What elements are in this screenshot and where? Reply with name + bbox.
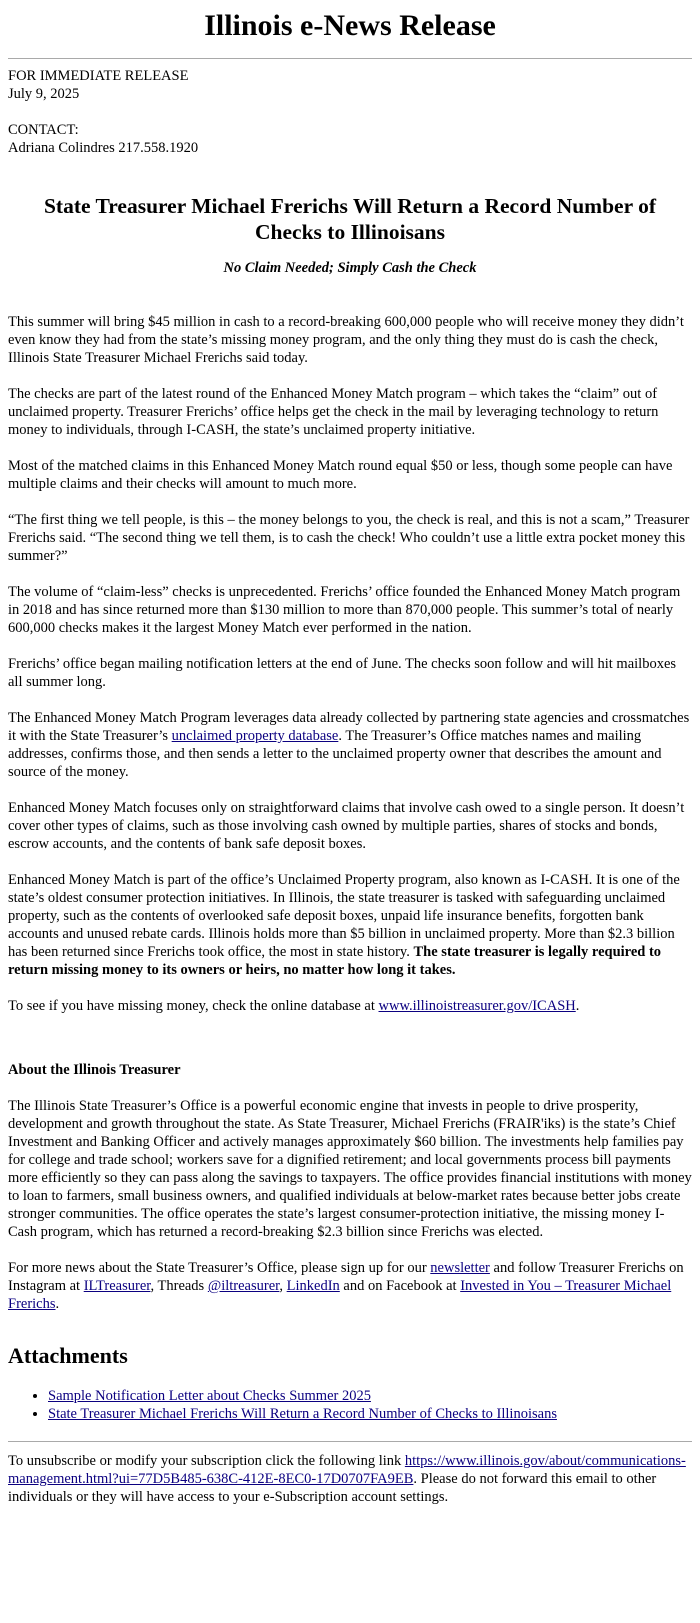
unsubscribe-text-2: . Please do not forward this email to other individuals or they will have access to your e-Subscription account settings. <box>8 1471 657 1505</box>
release-label: FOR IMMEDIATE RELEASE <box>8 68 189 84</box>
paragraph-1: This summer will bring $45 million in cash to a record-breaking 600,000 people who will receive money they didn’t even know they had from the state’s missing money program, and the only thing they must do is cash the check, Illinois State Treasurer Michael Frerichs said today. <box>8 314 684 366</box>
instagram-link[interactable]: ILTreasurer <box>83 1278 151 1294</box>
paragraph-10-text-b: . <box>575 998 580 1014</box>
subhead: No Claim Needed; Simply Cash the Check <box>223 260 477 276</box>
paragraph-6: Frerichs’ office began mailing notification letters at the end of June. The checks soon follow and will hit mailboxes all summer long. <box>8 656 677 690</box>
paragraph-7-text-b: . The Treasurer’s Office matches names and mailing addresses, confirms those, and then sends a letter to the unclaimed property owner that describes the amount and source of the money. <box>8 728 662 780</box>
about-more-news <box>8 1259 692 1313</box>
paragraph-2: The checks are part of the latest round of the Enhanced Money Match program – which takes the “claim” out of unclaimed property. Treasurer Frerichs’ office helps get the check in the mail by leveraging technology to return money to individuals, through I-CASH, the state’s unclaimed property initiative. <box>8 386 659 438</box>
facebook-link[interactable]: Invested in You – Treasurer Michael Frerichs <box>8 1278 672 1312</box>
bottom-divider <box>8 1441 692 1442</box>
about-more-text-5: and on Facebook at <box>339 1278 461 1294</box>
paragraph-4-quote: “The first thing we tell people, is this – the money belongs to you, the check is real, and this is not a scam,” Treasurer Frerichs said. “The second thing we tell them, is to cash the check! Who couldn’t use a little extra pocket money this summer?” <box>8 512 690 564</box>
list-item <box>48 1387 692 1405</box>
attachments-list <box>8 1387 692 1423</box>
headline: State Treasurer Michael Frerichs Will Return a Record Number of Checks to Illinoisans <box>43 194 657 244</box>
list-item <box>48 1405 692 1423</box>
paragraph-10-text-a: To see if you have missing money, check the online database at <box>8 998 379 1014</box>
about-body: The Illinois State Treasurer’s Office is a powerful economic engine that invests in people to drive prosperity, development and growth throughout the state. As State Treasurer, Michael Frerichs (FRAIR'iks) is the state’s Chief Investment and Banking Officer and actively manages approximately $60 billion. The investments help families pay for college and trade school; workers save for a dignified retirement; and local governments process bill payments more efficiently so they can pass along the savings to taxpayers. The office provides financial institutions with money to loan to farmers, small business owners, and qualified individuals at below-market rates because better jobs create stronger communities. The office operates the state’s largest consumer-protection initiative, the missing money I-Cash program, which has returned a record-breaking $2.3 billion since Frerichs was elected. <box>8 1098 692 1240</box>
paragraph-9 <box>8 871 692 979</box>
paragraph-10 <box>8 997 692 1015</box>
unsubscribe-notice <box>8 1452 692 1506</box>
newsletter-link[interactable]: newsletter <box>430 1260 490 1276</box>
paragraph-7-text-a: The Enhanced Money Match Program leverages data already collected by partnering state agencies and crossmatches it with the State Treasurer’s <box>8 710 690 744</box>
about-more-text-2: and follow Treasurer Frerichs on Instagram at <box>8 1260 684 1294</box>
paragraph-5: The volume of “claim-less” checks is unprecedented. Frerichs’ office founded the Enhanced Money Match program in 2018 and has since returned more than $130 million to more than 870,000 people. This summer’s total of nearly 600,000 checks makes it the largest Money Match ever performed in the nation. <box>8 584 681 636</box>
about-more-text-1: For more news about the State Treasurer’s Office, please sign up for our <box>8 1260 431 1276</box>
threads-link[interactable]: @iltreasurer <box>207 1278 280 1294</box>
unsubscribe-link[interactable]: https://www.illinois.gov/about/communications-management.html?ui=77D5B485-638C-412E-8EC0-17D0707FA9EB <box>8 1453 686 1487</box>
about-more-text-3: , Threads <box>150 1278 208 1294</box>
unclaimed-property-database-link[interactable]: unclaimed property database <box>171 728 339 744</box>
paragraph-8: Enhanced Money Match focuses only on straightforward claims that involve cash owed to a single person. It doesn’t cover other types of claims, such as those involving cash owned by multiple parties, shares of stocks and bonds, escrow accounts, and the contents of bank safe deposit boxes. <box>8 800 685 852</box>
icash-link[interactable]: www.illinoistreasurer.gov/ICASH <box>378 998 576 1014</box>
about-more-text-4: , <box>279 1278 287 1294</box>
about-more-text-6: . <box>55 1296 60 1312</box>
contact-label: CONTACT: <box>8 122 79 138</box>
email-body <box>0 8 700 1506</box>
unsubscribe-text-1: To unsubscribe or modify your subscription click the following link <box>8 1453 405 1469</box>
paragraph-7 <box>8 709 692 781</box>
release-meta <box>8 67 692 157</box>
release-date: July 9, 2025 <box>8 86 80 102</box>
about-title: About the Illinois Treasurer <box>8 1062 181 1078</box>
contact-name: Adriana Colindres 217.558.1920 <box>8 140 199 156</box>
paragraph-9-text: Enhanced Money Match is part of the office’s Unclaimed Property program, also known as I-CASH. It is one of the state’s oldest consumer protection initiatives. In Illinois, the state treasurer is tasked with safeguarding unclaimed property, such as the contents of overlooked safe deposit boxes, unpaid life insurance benefits, forgotten bank accounts and unused rebate cards. Illinois holds more than $5 billion in unclaimed property. More than $2.3 billion has been returned since Frerichs took office, the most in state history. <box>8 872 680 960</box>
linkedin-link[interactable]: LinkedIn <box>286 1278 340 1294</box>
top-divider <box>8 58 692 59</box>
attachment-link-1[interactable]: Sample Notification Letter about Checks Summer 2025 <box>48 1388 371 1404</box>
paragraph-9-bold: The state treasurer is legally required to return missing money to its owners or heirs, no matter how long it takes. <box>8 944 662 978</box>
attachment-link-2[interactable]: State Treasurer Michael Frerichs Will Return a Record Number of Checks to Illinoisans <box>48 1406 557 1422</box>
attachments-title: Attachments <box>8 1343 128 1368</box>
paragraph-3: Most of the matched claims in this Enhanced Money Match round equal $50 or less, though some people can have multiple claims and their checks will amount to much more. <box>8 458 673 492</box>
banner-title: Illinois e-News Release <box>204 9 496 42</box>
